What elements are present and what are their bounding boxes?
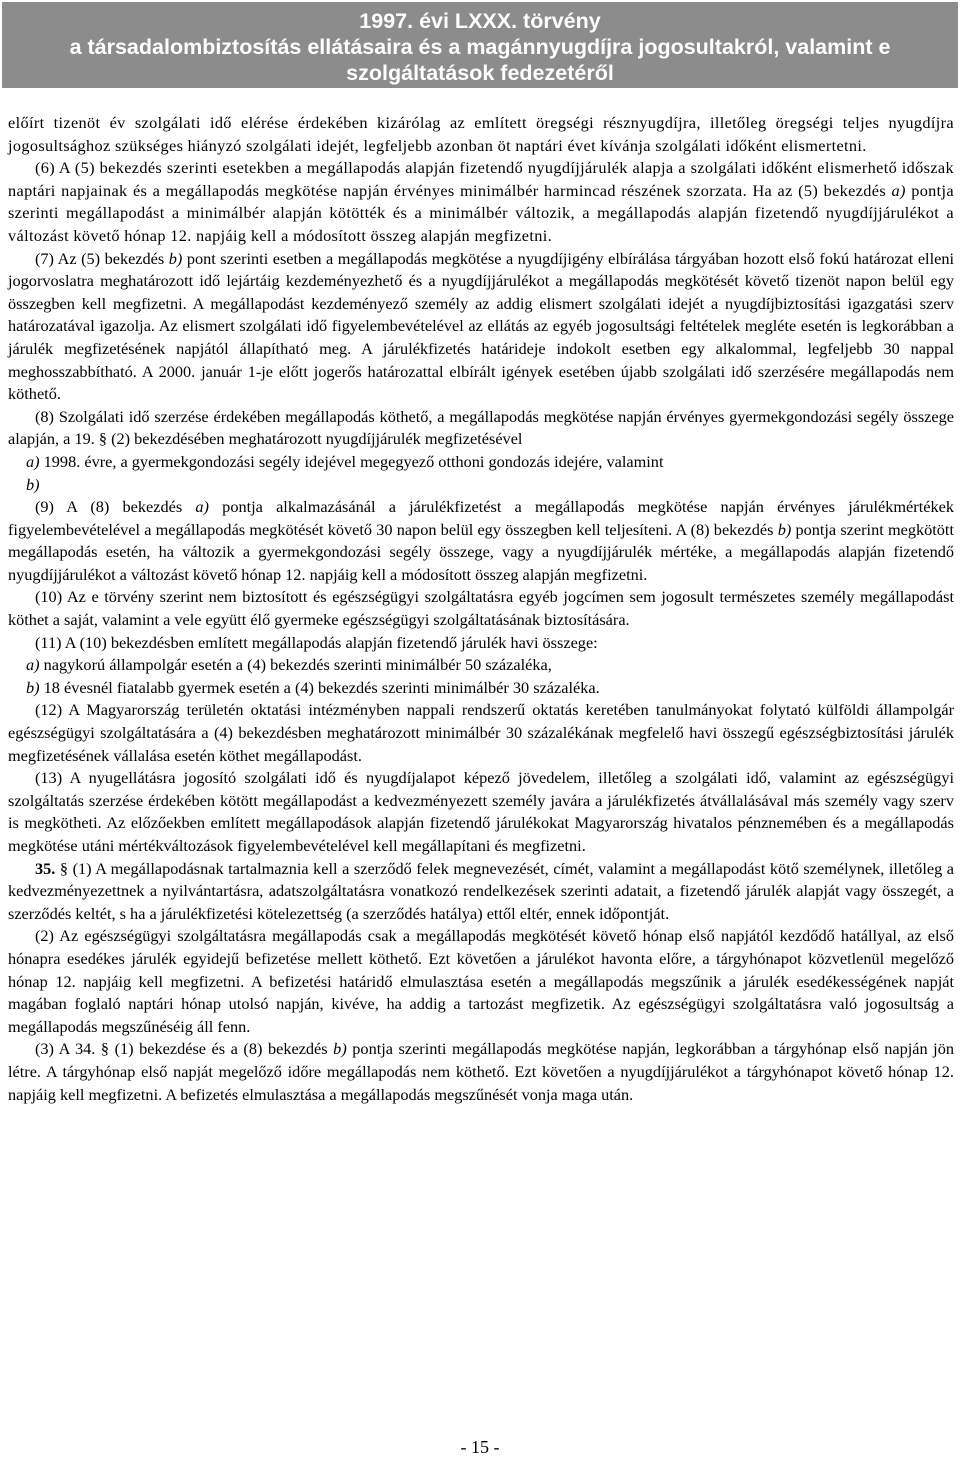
paragraph-10: (10) Az e törvény szerint nem biztosított és egészségügyi szolgáltatásra egyéb jogcímen sem jogosult természetes személy megállapodást köthet a saját, valamint a vele együtt élő gyermeke egészségügyi szolgáltatásának biztosítására. bbox=[8, 587, 954, 630]
paragraph-7 bbox=[8, 248, 954, 406]
list-item-text: nagykorú állampolgár esetén a (4) bekezdés szerinti minimálbér 50 százaléka, bbox=[43, 655, 552, 675]
paragraph-6-text: (6) A (5) bekezdés szerinti esetekben a megállapodás alapján fizetendő nyugdíjjárulék alapja a szolgálati időként elismerhető időszak naptári napjainak és a megállapodás megkötése napján érvényes minimálbér harmincad részének szorzata. bbox=[8, 158, 954, 200]
section-35-paragraph-3 bbox=[8, 1038, 954, 1106]
paragraph-13: (13) A nyugellátásra jogosító szolgálati idő és nyugdíjalapot képező jövedelem, illetőleg a szolgálati idő, valamint az egészségügyi szolgáltatás szerzése érdekében kötött megállapodást a kedvezményezett személy javára a járulékfizetés átvállalásával más személy vagy szerv is megkötheti. Az előzőekben említett megállapodások alapján fizetendő járulékokat Magyarország hivatalos pénznemében és a megállapodás megkötése utáni mértékváltozások figyelembevételével kell megállapítani és megfizetni. bbox=[8, 768, 954, 855]
point-label: a) bbox=[26, 451, 40, 471]
header-title: 1997. évi LXXX. törvény bbox=[359, 9, 601, 33]
point-ref: b) bbox=[168, 248, 183, 268]
section-35-text: § (1) A megállapodásnak tartalmaznia kell a szerződő felek megnevezését, címét, valamint a megállapodást kötő személynek, illetőleg a kedvezményezettnek a nyilvántartásra, adatszolgáltatásra vonatkozó rendelkezések szerinti adatait, a fizetendő járulék alapját vagy összegét, a szerződés keltét, s ha a járulékfizetési kötelezettség (a szerződés hatálya) ettől eltér, ennek időpontját. bbox=[8, 858, 954, 923]
paragraph-7-post: pont szerinti esetben a megállapodás megkötése a nyugdíjigény elbírálása tárgyában hozott első fokú határozat elleni jogorvoslatra meghatározott idő lejártáig kezdeményezhető és a nyugdíjjárulékot a megállapodás megkötését követő tizenöt napon belül egy összegben kell megfizetni. A megállapodást kezdeményező személy az addig elismert szolgálati idejét a nyugdíjbiztosítási igazgatási szerv határozatával igazolja. Az elismert szolgálati idő figyelembevételével az ellátás az egyéb jogosultsági feltételek megléte esetén is legkorábban a járulék megfizetésének napjától állapítható meg. A járulékfizetés határideje indokolt esetben egy alkalommal, legfeljebb 30 nappal meghosszabbítható. A 2000. január 1-je előtt jogerős határozattal elbírált igények esetében újabb szolgálati idő szerzésére megállapodás nem köthető. bbox=[8, 248, 954, 404]
paragraph-9 bbox=[8, 496, 954, 586]
list-item-text: 18 évesnél fiatalabb gyermek esetén a (4) bekezdés szerinti minimálbér 30 százaléka. bbox=[43, 677, 600, 697]
list-item-8a bbox=[8, 451, 954, 474]
paragraph-9-post: pontja szerint megkötött megállapodás esetén, ha változik a gyermekgondozási segély összege, vagy a nyugdíjjárulék mértéke, a megállapodás alapján fizetendő nyugdíjjárulékot a változást követő hónap 12. napjáig kell a módosított összeg alapján megfizetni. bbox=[8, 519, 954, 584]
section-number: 35. bbox=[35, 858, 56, 878]
paragraph-6 bbox=[8, 157, 954, 247]
list-item-text: 1998. évre, a gyermekgondozási segély idejével megegyező otthoni gondozás idejére, valamint bbox=[43, 451, 664, 471]
document-body bbox=[8, 112, 954, 1106]
paragraph-6b-pre: Ha az (5) bekezdés bbox=[752, 180, 887, 200]
paragraph-8: (8) Szolgálati idő szerzése érdekében megállapodás köthető, a megállapodás megkötése napján érvényes gyermekgondozási segély összege alapján, a 19. § (2) bekezdésében meghatározott nyugdíjjárulék megfizetésével bbox=[8, 406, 954, 449]
point-label: b) bbox=[26, 677, 40, 697]
paragraph-9-mid: pontja alkalmazásánál a járulékfizetést a megállapodás megkötése napján érvényes járulékmértékek figyelembevételével a megállapodás megkötését követő 30 napon belül egy összegben kell teljesíteni. A (8) bekezdés bbox=[8, 497, 954, 539]
point-ref: a) bbox=[195, 497, 209, 517]
paragraph-11: (11) A (10) bekezdésben említett megállapodás alapján fizetendő járulék havi összege: bbox=[35, 632, 598, 652]
paragraph-9-pre: (9) A (8) bekezdés bbox=[35, 497, 183, 517]
section-35-paragraph-2: (2) Az egészségügyi szolgáltatásra megállapodás csak a megállapodás megkötését követő hónap első napjától kezdődő hatállyal, az első hónapra esedékes járulék egyidejű befizetése mellett köthető. Ezt követően a járulékot havonta előre, a tárgyhónapot közvetlenül megelőző hónap 12. napjáig kell megfizetni. A befizetési határidő elmulasztása esetén a megállapodás megszűnik a járulék esedékességének napját magában foglaló naptári hónap utolsó napján, kivéve, ha addig a tartozást megfizetik. Az egészségügyi szolgáltatásra való jogosultság a megállapodás megszűnéséig áll fenn. bbox=[8, 926, 954, 1036]
section-35-paragraph-1 bbox=[8, 858, 954, 926]
document-header bbox=[2, 2, 958, 88]
section-35-p3-post: pontja szerinti megállapodás megkötése napján, legkorábban a tárgyhónap első napján jön létre. A tárgyhónap első napját megelőző időre megállapodás nem köthető. Ezt követően a nyugdíjjárulékot a tárgyhónapot követő hónap 12. napjáig kell megfizetni. A befizetés elmulasztása a megállapodás megszűnését vonja maga után. bbox=[8, 1039, 954, 1104]
list-item-8b bbox=[8, 474, 954, 497]
paragraph-6b-post: pontja szerinti megállapodást a minimálbér alapján kötötték és a minimálbér változik, a megállapodás alapján fizetendő nyugdíjjárulékot a változást követő hónap 12. napjáig kell a módosított összeg alapján megfizetni. bbox=[8, 180, 954, 245]
point-label: b) bbox=[26, 474, 40, 494]
point-ref: b) bbox=[777, 519, 792, 539]
page-number: - 15 - bbox=[460, 1437, 500, 1457]
point-ref: a) bbox=[891, 180, 906, 200]
header-subtitle-line1: a társadalombiztosítás ellátásaira és a magánnyugdíjra jogosultakról, valamint e bbox=[69, 35, 891, 59]
point-ref: b) bbox=[333, 1039, 347, 1059]
paragraph-7-pre: (7) Az (5) bekezdés bbox=[35, 248, 165, 268]
point-label: a) bbox=[26, 655, 40, 675]
header-subtitle-line2: szolgáltatások fedezetéről bbox=[346, 61, 614, 85]
list-item-11a bbox=[8, 654, 954, 677]
paragraph-12: (12) A Magyarország területén oktatási intézményben nappali rendszerű oktatás keretében tanulmányokat folytató külföldi állampolgár egészségügyi szolgáltatására a (4) bekezdésben meghatározott minimálbér 30 százalékának megfelelő havi összegű egészségbiztosítási járulék megfizetésének vállalása esetén köthet megállapodást. bbox=[8, 700, 954, 765]
paragraph-continuation: előírt tizenöt év szolgálati idő elérése érdekében kizárólag az említett öregségi résznyugdíjra, illetőleg öregségi teljes nyugdíjra jogosultsághoz szükséges hiányzó szolgálati idejét, legfeljebb azonban öt naptári évet kívánja szolgálati időként elismertetni. bbox=[8, 113, 954, 155]
section-35-p3-pre: (3) A 34. § (1) bekezdése és a (8) bekezdés bbox=[35, 1039, 328, 1059]
list-item-11b bbox=[8, 677, 954, 700]
